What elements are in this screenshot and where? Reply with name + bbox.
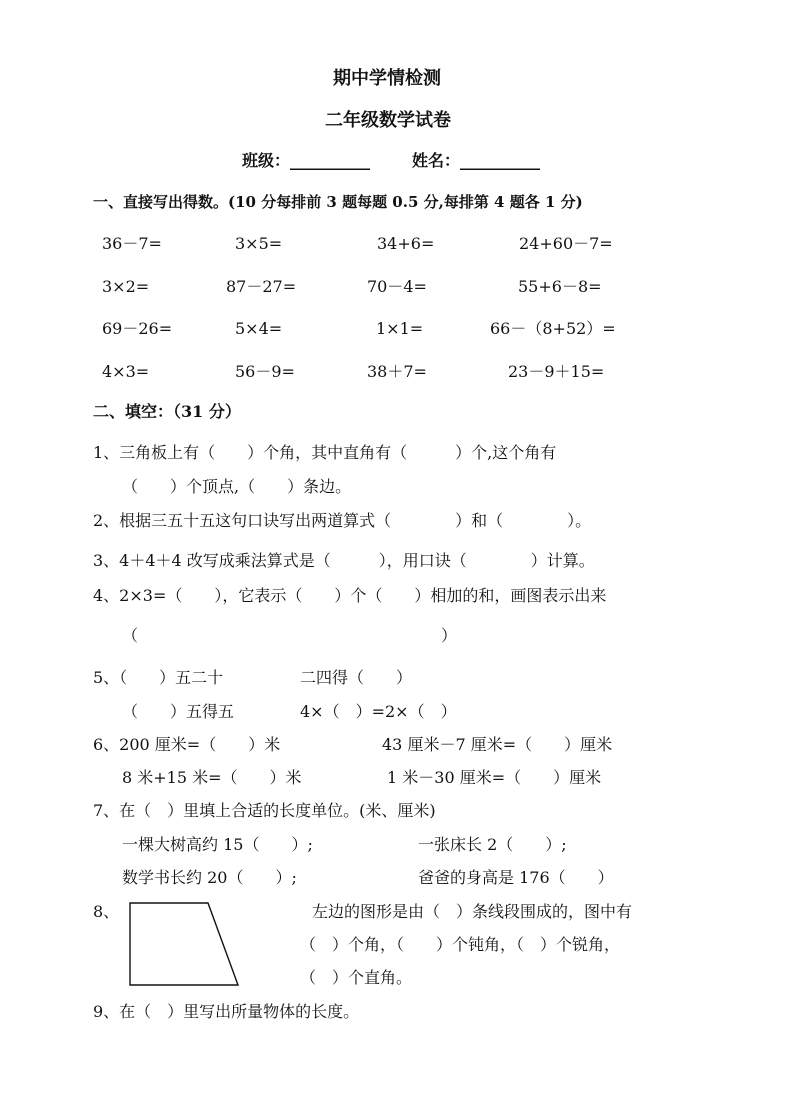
calc-item: 4×3= <box>102 362 150 381</box>
question-7-a: 一棵大树高约 15（ ）; <box>122 835 313 854</box>
question-4-open-paren: （ <box>122 626 139 645</box>
question-9: 9、在（ ）里写出所量物体的长度。 <box>93 1002 360 1021</box>
question-7: 7、在（ ）里填上合适的长度单位。(米、厘米) <box>93 801 436 820</box>
section2-heading: 二、填空：（31 分） <box>93 402 241 421</box>
page-title: 期中学情检测 <box>333 68 441 89</box>
question-5-d: 4×（ ）=2×（ ） <box>300 702 457 721</box>
class-field-label: 班级：__________ <box>242 151 371 170</box>
calc-item: 5×4= <box>235 319 283 338</box>
question-6-a: 6、200 厘米=（ ）米 <box>93 735 281 754</box>
question-5-a: 5、（ ）五二十 <box>93 668 224 687</box>
question-3: 3、4＋4＋4 改写成乘法算式是（ ），用口诀（ ）计算。 <box>93 551 595 570</box>
calc-item: 38＋7= <box>367 362 427 381</box>
calc-item: 36－7= <box>102 234 162 253</box>
calc-item: 24+60－7= <box>519 234 613 253</box>
calc-item: 3×2= <box>102 277 150 296</box>
question-1: 1、三角板上有（ ）个角，其中直角有（ ）个,这个角有 <box>93 443 557 462</box>
question-6-d: 1 米－30 厘米=（ ）厘米 <box>387 768 602 787</box>
question-7-d: 爸爸的身高是 176（ ） <box>418 868 614 887</box>
question-8-label: 8、 <box>93 902 120 921</box>
calc-item: 70－4= <box>367 277 427 296</box>
trapezoid-figure <box>128 901 240 987</box>
calc-item: 23－9＋15= <box>508 362 605 381</box>
question-6-b: 43 厘米－7 厘米=（ ）厘米 <box>382 735 613 754</box>
question-6-c: 8 米+15 米=（ ）米 <box>122 768 302 787</box>
section1-heading: 一、直接写出得数。(10 分每排前 3 题每题 0.5 分,每排第 4 题各 1 分) <box>93 193 583 211</box>
calc-item: 55+6－8= <box>518 277 602 296</box>
question-7-c: 数学书长约 20（ ）; <box>122 868 297 887</box>
calc-item: 87－27= <box>226 277 297 296</box>
calc-item: 34+6= <box>377 234 435 253</box>
question-2: 2、根据三五十五这句口诀写出两道算式（ ）和（ ）。 <box>93 511 592 530</box>
page-subtitle: 二年级数学试卷 <box>325 110 451 131</box>
calc-item: 56－9= <box>235 362 295 381</box>
calc-item: 3×5= <box>235 234 283 253</box>
question-5-b: 二四得（ ） <box>300 668 413 687</box>
calc-item: 1×1= <box>376 319 424 338</box>
question-4: 4、2×3=（ ），它表示（ ）个（ ）相加的和，画图表示出来 <box>93 586 607 605</box>
question-4-close-paren: ） <box>441 626 458 645</box>
question-8-line2: （ ）个角，（ ）个钝角，（ ）个锐角， <box>300 935 621 954</box>
question-8-line3: （ ）个直角。 <box>300 968 413 987</box>
question-5-c: （ ）五得五 <box>122 702 235 721</box>
name-field-label: 姓名：__________ <box>412 151 541 170</box>
question-8-line1: 左边的图形是由（ ）条线段围成的，图中有 <box>312 902 633 921</box>
calc-item: 66－（8+52）= <box>490 319 616 338</box>
calc-item: 69－26= <box>102 319 173 338</box>
question-1-cont: （ ）个顶点,（ ）条边。 <box>122 477 352 496</box>
question-7-b: 一张床长 2（ ）; <box>418 835 567 854</box>
